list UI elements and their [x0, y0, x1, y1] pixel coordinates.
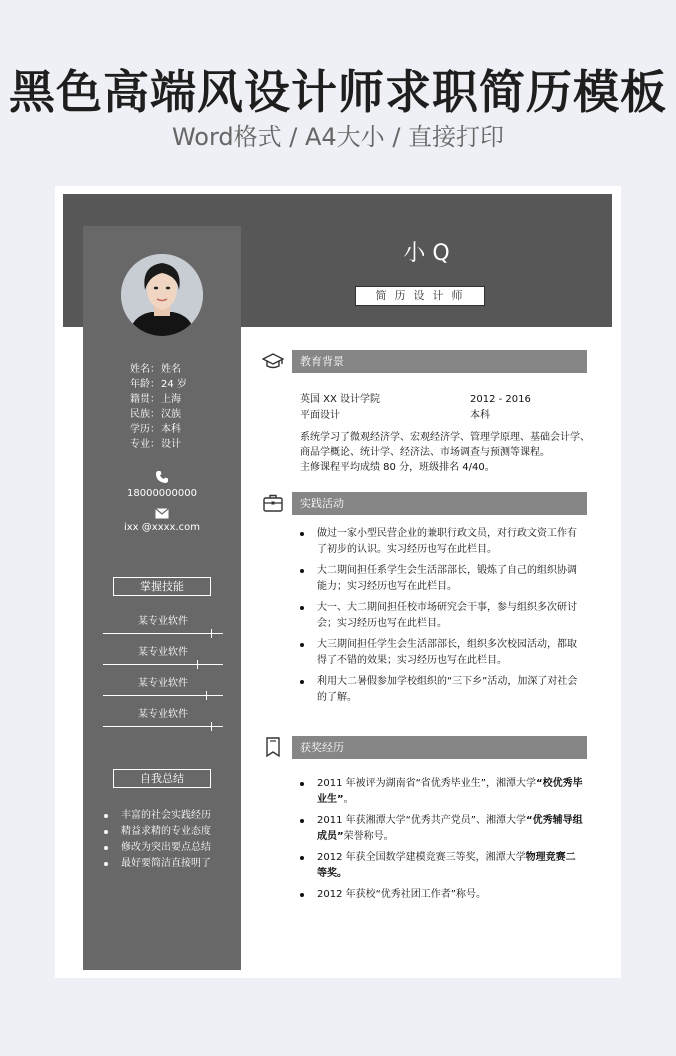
personal-info	[83, 362, 241, 452]
summary-list	[103, 808, 241, 872]
sidebar	[83, 226, 241, 970]
education-heading: 教育背景	[292, 350, 587, 373]
skill-level-marker	[211, 722, 212, 731]
list-item: 2012 年获全国数学建模竞赛三等奖，湘潭大学物理竞赛二等奖。	[299, 850, 584, 882]
practice-heading: 实践活动	[292, 492, 587, 515]
education-desc-line: 主修课程平均成绩 80 分，班级排名 4/40。	[300, 462, 495, 473]
skill-level-marker	[211, 629, 212, 638]
info-row: 专业： 设计	[130, 439, 181, 450]
avatar	[121, 254, 203, 336]
list-item: 2011 年被评为湖南省“省优秀毕业生”，湘潭大学“校优秀毕业生”。	[299, 776, 584, 808]
phone-icon	[155, 470, 169, 484]
skill-track	[103, 695, 223, 696]
skills-heading: 掌握技能	[113, 577, 211, 596]
info-row: 籍贯： 上海	[130, 394, 181, 405]
briefcase-icon	[262, 492, 284, 514]
skill-label: 某专业软件	[138, 616, 188, 627]
graduation-cap-icon	[262, 350, 284, 372]
list-item: 修改为突出要点总结	[103, 840, 241, 856]
list-item: 大二期间担任系学生会生活部部长，锻炼了自己的组织协调能力；实习经历也写在此栏目。	[299, 563, 584, 595]
education-desc-line: 商品学概论、统计学、经济法、市场调查与预测等课程。	[300, 447, 550, 458]
info-row: 年龄： 24 岁	[130, 379, 187, 390]
school-name: 英国 XX 设计学院	[300, 394, 381, 405]
list-item: 大一、大二期间担任校市场研究会干事，参与组织多次研讨会；实习经历也写在此栏目。	[299, 600, 584, 632]
skill-level-marker	[206, 691, 207, 700]
role-box: 简历设计师	[355, 286, 485, 306]
list-item: 做过一家小型民营企业的兼职行政文员，对行政文资工作有了初步的认识。实习经历也写在此栏目。	[299, 526, 584, 558]
phone-number: 18000000000	[127, 488, 197, 499]
mail-icon	[155, 508, 169, 519]
info-row: 民族： 汉族	[130, 409, 181, 420]
major: 平面设计	[300, 410, 340, 421]
phone-block	[83, 470, 241, 499]
education-desc-line: 系统学习了微观经济学、宏观经济学、管理学原理、基础会计学、	[300, 432, 590, 443]
skill-track	[103, 664, 223, 665]
skill-item	[103, 708, 223, 738]
list-item: 丰富的社会实践经历	[103, 808, 241, 824]
resume-name: 小 Q	[403, 241, 450, 266]
summary-heading: 自我总结	[113, 769, 211, 788]
bookmark-book-icon	[262, 736, 284, 758]
skill-item	[103, 646, 223, 676]
skill-item	[103, 615, 223, 645]
degree: 本科	[470, 410, 490, 421]
awards-heading: 获奖经历	[292, 736, 587, 759]
practice-list	[299, 526, 584, 711]
list-item: 大三期间担任学生会生活部部长，组织多次校园活动，都取得了不错的效果；实习经历也写在此栏目。	[299, 637, 584, 669]
skill-track	[103, 633, 223, 634]
page-title: 黑色高端风设计师求职简历模板	[9, 65, 667, 119]
email-block	[83, 508, 241, 533]
page-subtitle: Word格式 / A4大小 / 直接打印	[171, 123, 505, 151]
list-item: 最好要简洁直接明了	[103, 856, 241, 872]
resume-sheet	[55, 186, 621, 978]
list-item: 利用大二暑假参加学校组织的“三下乡”活动，加深了对社会的了解。	[299, 674, 584, 706]
email-address: ixx @xxxx.com	[123, 522, 200, 533]
skill-label: 某专业软件	[138, 678, 188, 689]
skill-track	[103, 726, 223, 727]
info-row: 姓名： 姓名	[130, 364, 181, 375]
skill-level-marker	[197, 660, 198, 669]
awards-list	[299, 776, 584, 908]
skill-label: 某专业软件	[138, 647, 188, 658]
list-item: 2012 年获校“优秀社团工作者”称号。	[299, 887, 584, 903]
list-item: 2011 年获湘潭大学“优秀共产党员”、湘潭大学“优秀辅导组成员”荣誉称号。	[299, 813, 584, 845]
skill-item	[103, 677, 223, 707]
skill-label: 某专业软件	[138, 709, 188, 720]
study-years: 2012 - 2016	[470, 394, 531, 405]
list-item: 精益求精的专业态度	[103, 824, 241, 840]
info-row: 学历： 本科	[130, 424, 181, 435]
